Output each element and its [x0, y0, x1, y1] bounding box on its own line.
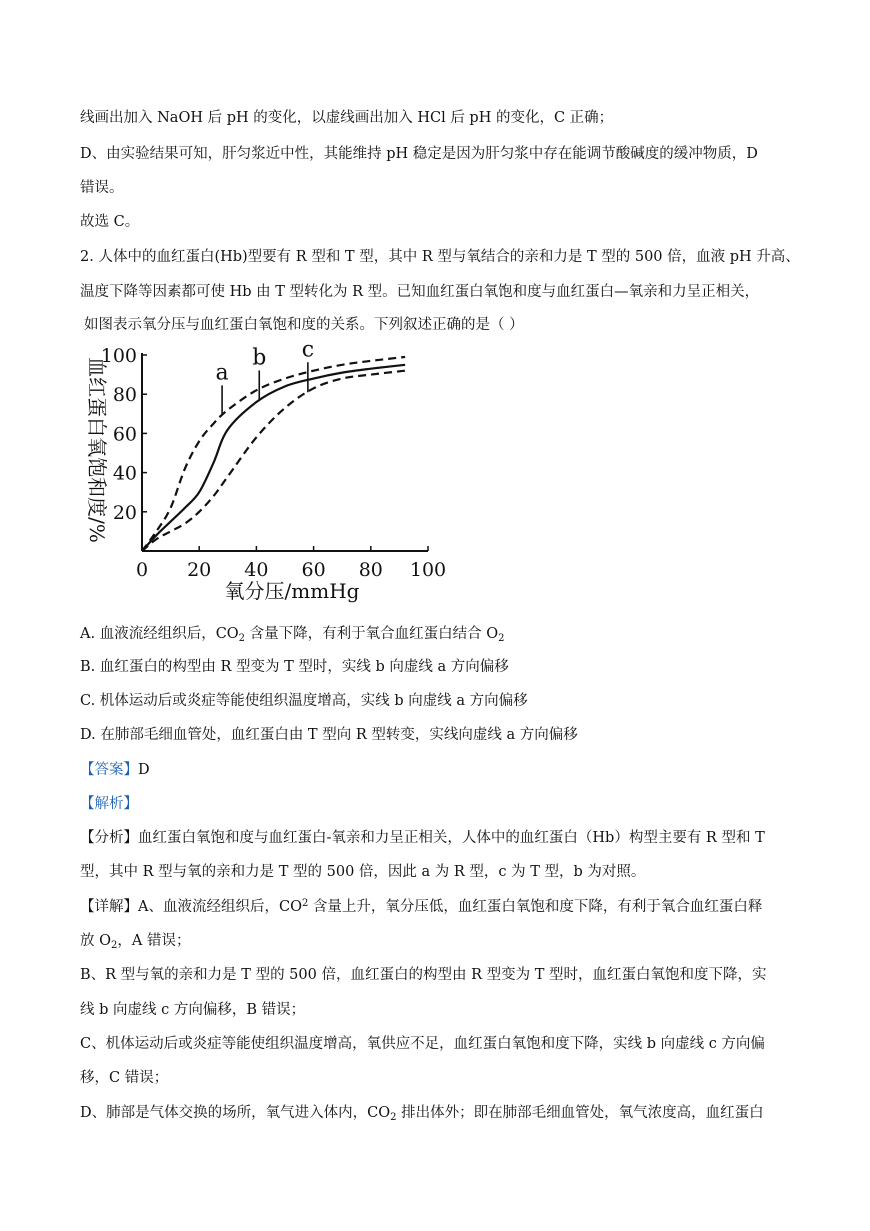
chart-axes — [101, 345, 446, 581]
curve-label-a: a — [215, 360, 229, 386]
y-tick-label: 20 — [112, 501, 137, 524]
curve-a — [142, 357, 405, 551]
x-tick-label: 40 — [244, 559, 269, 581]
detail-text: 放 $O_2$，A 错误； — [80, 933, 191, 951]
chart-curves — [142, 357, 405, 551]
curve-label-b: b — [252, 345, 267, 371]
question-stem: 温度下降等因素都可使 Hb 由 T 型转化为 R 型。已知血红蛋白氧饱和度与血红蛋白—氧亲和力呈正相关， — [80, 284, 760, 300]
analysis-heading: 【解析】 — [80, 796, 138, 812]
question-stem: 2. 人体中的血红蛋白(Hb)型要有 R 型和 T 型，其中 R 型与氧结合的亲和力是 T 型的 500 倍，血液 pH 升高、 — [80, 249, 800, 265]
detail-text: 线 b 向虚线 c 方向偏移，B 错误； — [80, 1002, 306, 1018]
option-d[interactable]: D. 在肺部毛细血管处，血红蛋白由 T 型向 R 型转变，实线向虚线 a 方向偏移 — [80, 727, 578, 743]
y-axis-label: 血红蛋白氧饱和度/% — [85, 357, 109, 543]
analysis-text: 型，其中 R 型与氧的亲和力是 T 型的 500 倍，因此 a 为 R 型，c 为 T 型，b 为对照。 — [80, 864, 646, 880]
option-c[interactable]: C. 机体运动后或炎症等能使组织温度增高，实线 b 向虚线 a 方向偏移 — [80, 693, 528, 709]
option-a[interactable]: A. 血液流经组织后，$CO_2$ 含量下降，有利于氧合血红蛋白结合 $O_2$ — [80, 626, 505, 644]
y-tick-label: 100 — [100, 345, 137, 367]
x-tick-label: 80 — [358, 559, 383, 581]
x-axis-label: 氧分压/mmHg — [224, 579, 360, 603]
y-tick-label: 60 — [112, 423, 137, 446]
answer: 【答案】D — [80, 762, 150, 778]
curve-c — [142, 371, 405, 551]
text-line: 故选 C。 — [80, 214, 140, 230]
x-tick-label: 100 — [409, 559, 447, 581]
text-line: 线画出加入 NaOH 后 pH 的变化，以虚线画出加入 HCl 后 pH 的变化，C 正确； — [80, 110, 614, 126]
text-line: D、由实验结果可知，肝匀浆近中性，其能维持 pH 稳定是因为肝匀浆中存在能调节酸碱度的缓冲物质，D — [80, 146, 758, 162]
text-line: 错误。 — [80, 180, 124, 196]
question-stem: 如图表示氧分压与血红蛋白氧饱和度的关系。下列叙述正确的是（ ） — [84, 317, 524, 333]
detail-text: 【详解】A、血液流经组织后，$CO^2$ 含量上升，氧分压低，血红蛋白氧饱和度下降，有利于氧合血红蛋白释 — [80, 898, 763, 915]
detail-text: C、机体运动后或炎症等能使组织温度增高，氧供应不足，血红蛋白氧饱和度下降，实线 b 向虚线 c 方向偏 — [80, 1036, 765, 1052]
detail-text: 移，C 错误； — [80, 1070, 169, 1086]
x-tick-label: 20 — [187, 559, 212, 581]
y-tick-label: 40 — [112, 462, 137, 485]
option-b[interactable]: B. 血红蛋白的构型由 R 型变为 T 型时，实线 b 向虚线 a 方向偏移 — [80, 659, 509, 675]
analysis-text: 【分析】血红蛋白氧饱和度与血红蛋白-氧亲和力呈正相关，人体中的血红蛋白（Hb）构型主要有 R 型和 T — [80, 830, 765, 846]
detail-text: B、R 型与氧的亲和力是 T 型的 500 倍，血红蛋白的构型由 R 型变为 T 型时，血红蛋白氧饱和度下降，实 — [80, 967, 767, 983]
x-tick-label: 0 — [135, 559, 149, 581]
detail-text: D、肺部是气体交换的场所，氧气进入体内，$CO_2$ 排出体外；即在肺部毛细血管处，氧气浓度高，血红蛋白 — [80, 1105, 764, 1123]
chart-labels — [216, 340, 315, 415]
x-tick-label: 60 — [301, 559, 326, 581]
oxygen-saturation-chart — [72, 340, 462, 610]
curve-label-c: c — [301, 340, 315, 363]
curve-b — [142, 365, 405, 551]
y-tick-label: 80 — [112, 384, 137, 407]
